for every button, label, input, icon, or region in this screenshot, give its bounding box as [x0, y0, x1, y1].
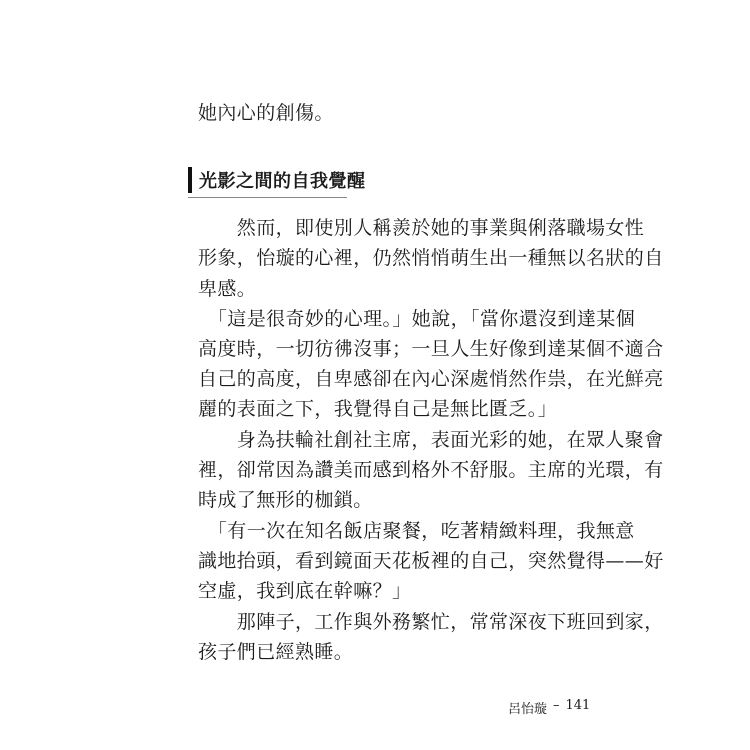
footer-separator: – [553, 698, 560, 713]
text-line-11: 時成了無形的枷鎖。 [198, 489, 373, 511]
text-line-4: 卑感。 [198, 278, 257, 300]
heading-bar [188, 167, 192, 193]
text-line-13: 識地抬頭，看到鏡面天花板裡的自己，突然覺得——好 [198, 550, 664, 572]
text-line-6: 高度時，一切彷彿沒事；一旦人生好像到達某個不適合 [198, 338, 664, 360]
text-line-1: 她內心的創傷。 [198, 102, 334, 124]
text-line-3: 形象，怡璇的心裡，仍然悄悄萌生出一種無以名狀的自 [198, 247, 664, 269]
text-line-16: 孩子們已經熟睡。 [198, 641, 354, 663]
heading-underline [188, 197, 347, 198]
text-line-9: 身為扶輪社創社主席，表面光彩的她，在眾人聚會 [198, 429, 664, 451]
text-line-12: 「有一次在知名飯店聚餐，吃著精緻料理，我無意 [198, 520, 635, 542]
footer-author: 呂怡璇 [508, 702, 548, 717]
page-number: 141 [565, 698, 591, 713]
text-line-7: 自己的高度，自卑感卻在內心深處悄然作祟，在光鮮亮 [198, 368, 664, 390]
section-heading-text: 光影之間的自我覺醒 [199, 171, 366, 192]
text-line-5: 「這是很奇妙的心理。」她說，「當你還沒到達某個 [198, 308, 636, 330]
text-line-2: 然而，即使別人稱羨於她的事業與俐落職場女性 [198, 217, 645, 239]
page-footer [508, 698, 590, 717]
text-line-8: 麗的表面之下，我覺得自己是無比匱乏。」 [198, 398, 558, 420]
section-heading [188, 166, 366, 194]
text-line-15: 那陣子，工作與外務繁忙，常常深夜下班回到家， [198, 611, 664, 633]
text-line-14: 空虛，我到底在幹嘛？」 [198, 580, 412, 602]
text-line-10: 裡，卻常因為讚美而感到格外不舒服。主席的光環，有 [198, 459, 664, 481]
